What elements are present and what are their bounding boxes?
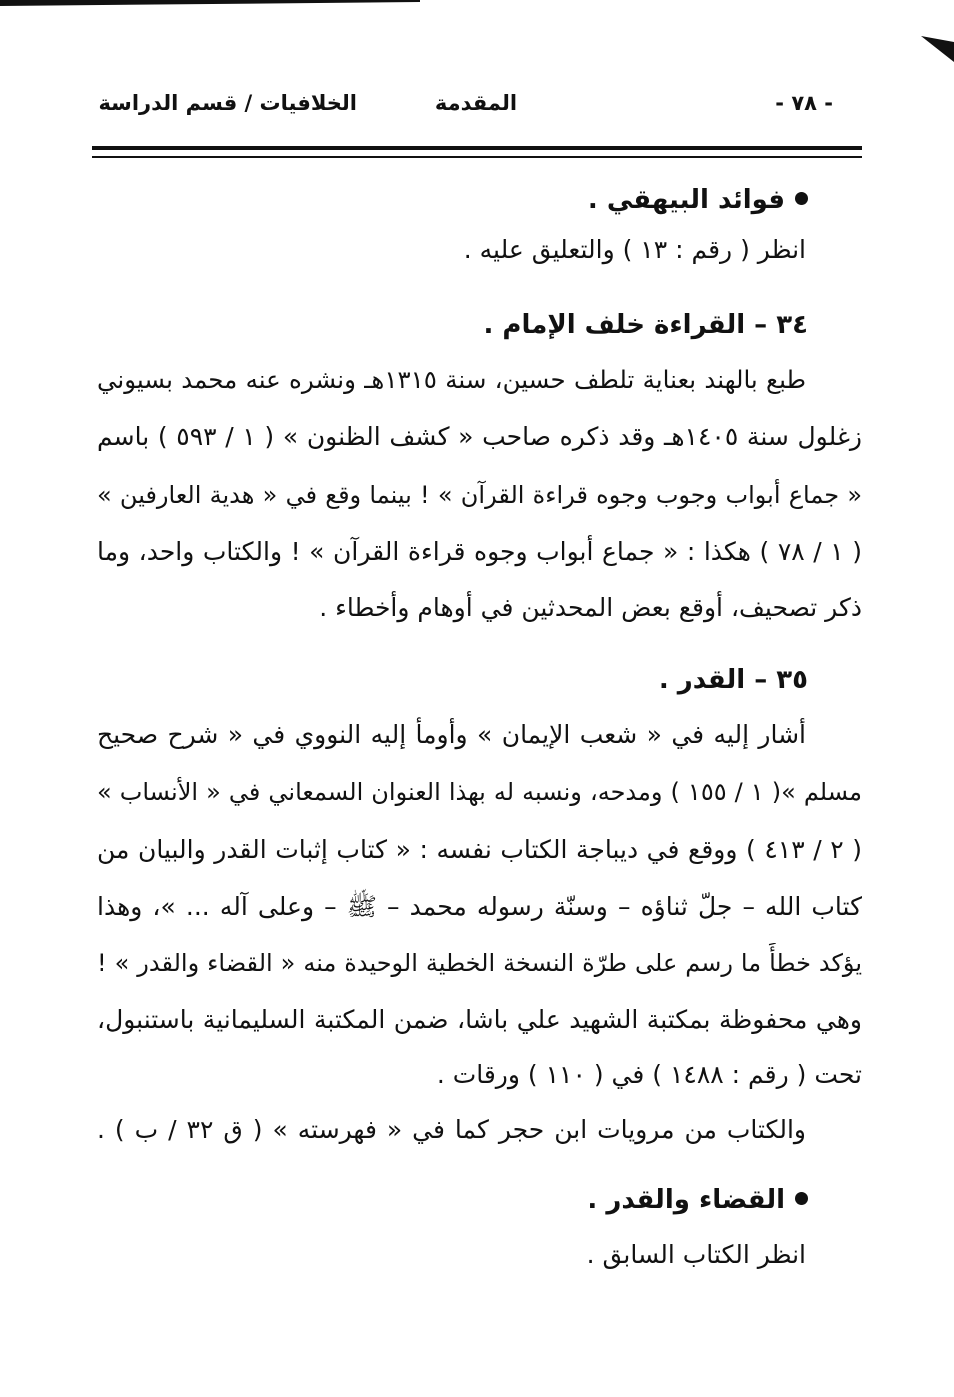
bullet-icon [795,1192,808,1205]
paragraph-line: ذكر تصحيف، أوقع بعض المحدثين في أوهام وأخطاء . [319,593,862,622]
paragraph-addendum: والكتاب من مرويات ابن حجر كما في « فهرسته » ( ق ٣٢ / ب ) . [97,1115,806,1144]
paragraph-line: وهي محفوظة بمكتبة الشهيد علي باشا، ضمن المكتبة السليمانية باستنبول، [97,1005,862,1034]
entry-title: فوائد البيهقي . [587,185,785,215]
paragraph-line: أشار إليه في « شعب الإيمان » وأومأ إليه النووي في « شرح صحيح [97,720,806,749]
paragraph-line: يؤكد خطأً ما رسم على طرّة النسخة الخطية الوحيدة منه « القضاء والقدر » ! [97,949,862,977]
entry-heading-35: ٣٥ – القدر . [658,665,808,695]
header-rule-thick [92,146,862,150]
entry-heading-fawaid [588,180,808,220]
bullet-icon [795,192,808,205]
header-rule-thin [92,156,862,158]
paragraph-line: « جماع أبواب وجوب وجوه قراءة القرآن » ! بينما وقع في « هدية العارفين » [97,481,862,509]
scan-corner-mark [921,36,954,62]
running-title: الخلافيات / قسم الدراسة [98,91,357,115]
entry-heading-34: ٣٤ – القراءة خلف الإمام . [483,310,808,340]
scan-edge-line [0,0,420,6]
entry-note: انظر ( رقم : ١٣ ) والتعليق عليه . [463,235,806,264]
entry-note: انظر الكتاب السابق . [586,1240,806,1269]
paragraph-line: زغلول سنة ١٤٠٥هـ وقد ذكره صاحب « كشف الظنون » ( ١ / ٥٩٣ ) باسم [97,422,862,451]
paragraph-line: تحت ( رقم : ١٤٨٨ ) في ( ١١٠ ) ورقات . [436,1060,862,1089]
paragraph-line: طبع بالهند بعناية تلطف حسين، سنة ١٣١٥هـ ونشره عنه محمد بسيوني [97,365,806,394]
paragraph-line: كتاب الله – جلّ ثناؤه – وسنّة رسوله محمد – ﷺ – وعلى آله ... »، وهذا [97,892,862,921]
paragraph-line: ( ١ / ٧٨ ) هكذا : « جماع أبواب وجوه قراءة القرآن » ! والكتاب واحد، وما [97,537,862,566]
section-title: المقدمة [434,91,518,115]
paragraph-line: مسلم »( ١ / ١٥٥ ) ومدحه، ونسبه له بهذا العنوان السمعاني في « الأنساب » [97,778,862,806]
entry-heading-qada [587,1180,808,1220]
page-number: - ٧٨ - [775,91,833,115]
paragraph-line: ( ٢ / ٤١٣ ) ووقع في ديباجة الكتاب نفسه : « كتاب إثبات القدر والبيان من [97,835,862,864]
entry-title: القضاء والقدر . [587,1185,785,1215]
